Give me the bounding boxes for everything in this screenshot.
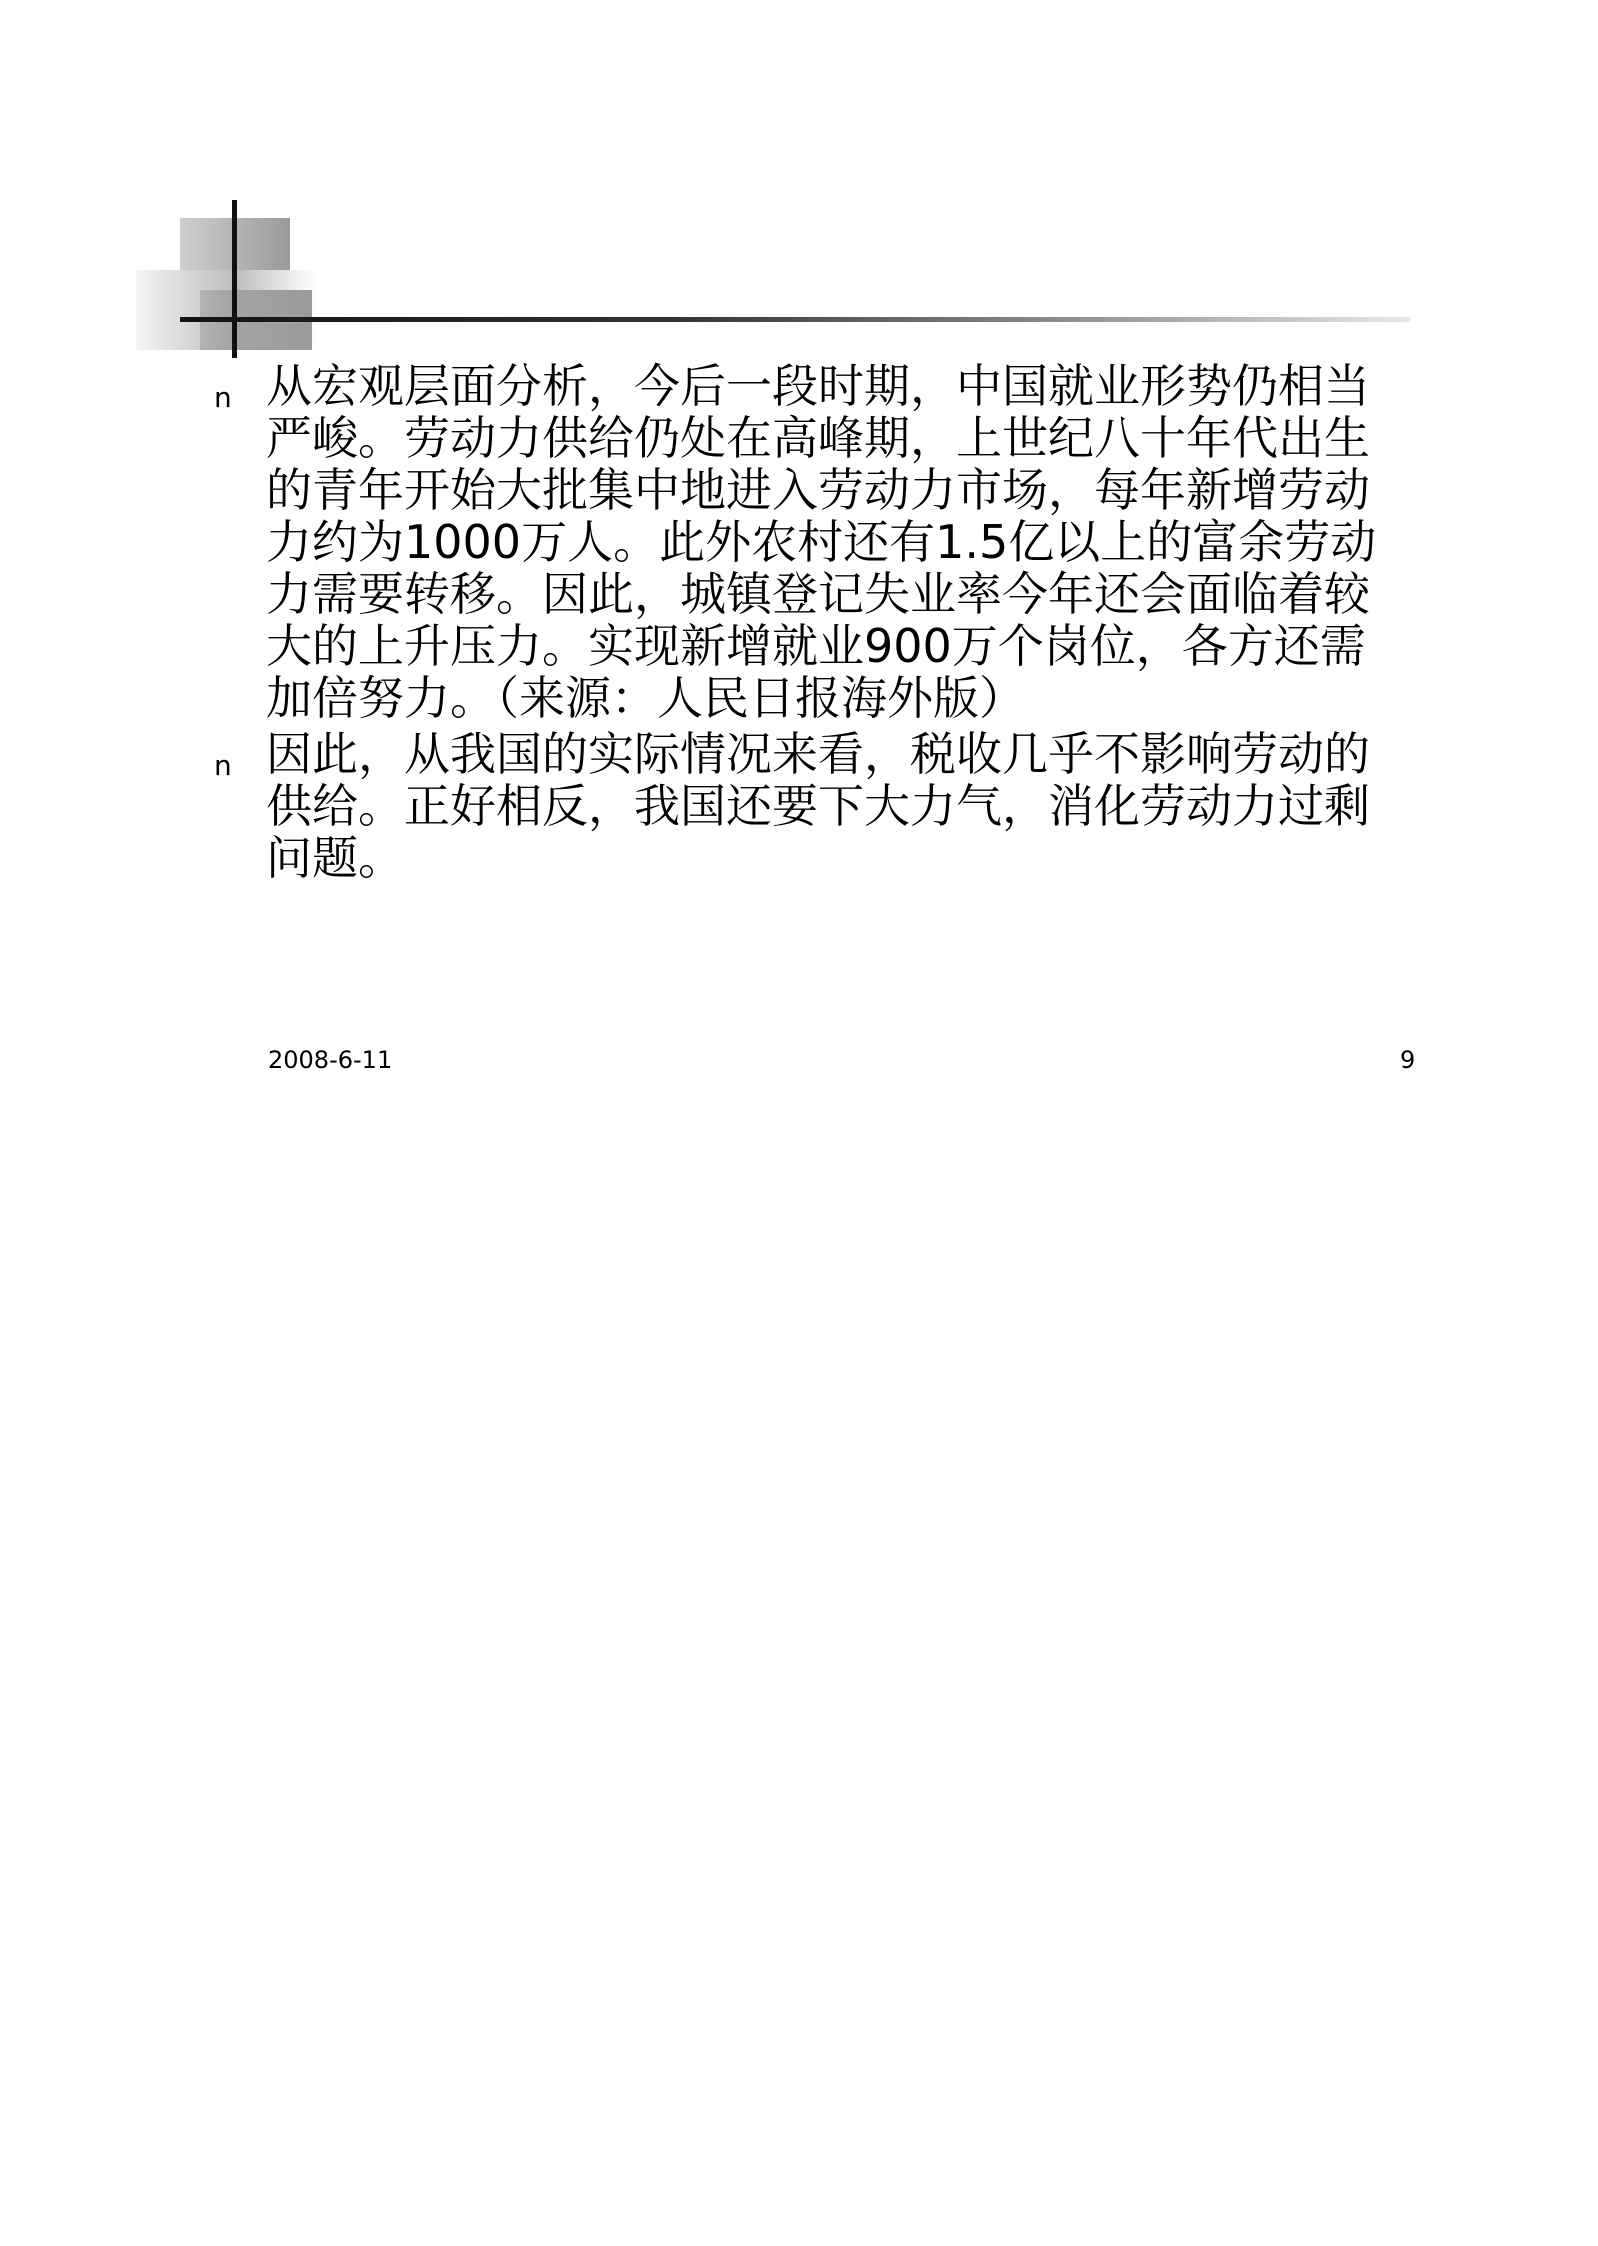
- bullet-item: [206, 360, 1406, 724]
- bullet-text: 从宏观层面分析，今后一段时期，中国就业形势仍相当严峻。劳动力供给仍处在高峰期，上世纪八十年代出生的青年开始大批集中地进入劳动力市场，每年新增劳动力约为1000万人。此外农村还有1.5亿以上的富余劳动力需要转移。因此，城镇登记失业率今年还会面临着较大的上升压力。实现新增就业900万个岗位，各方还需加倍努力。（来源：人民日报海外版）: [266, 359, 1377, 725]
- page-number: 9: [1400, 1046, 1416, 1074]
- header-divider-line: [180, 317, 1410, 322]
- bullet-item: [206, 728, 1406, 884]
- bullet-marker: n: [214, 381, 232, 414]
- slide: [0, 0, 1598, 1100]
- header-decoration-vertical-line: [232, 200, 237, 358]
- bullet-marker: n: [214, 749, 232, 782]
- footer-date: 2008-6-11: [268, 1046, 393, 1074]
- slide-body: [206, 360, 1406, 888]
- bullet-text: 因此，从我国的实际情况来看，税收几乎不影响劳动的供给。正好相反，我国还要下大力气，消化劳动力过剩问题。: [266, 727, 1370, 885]
